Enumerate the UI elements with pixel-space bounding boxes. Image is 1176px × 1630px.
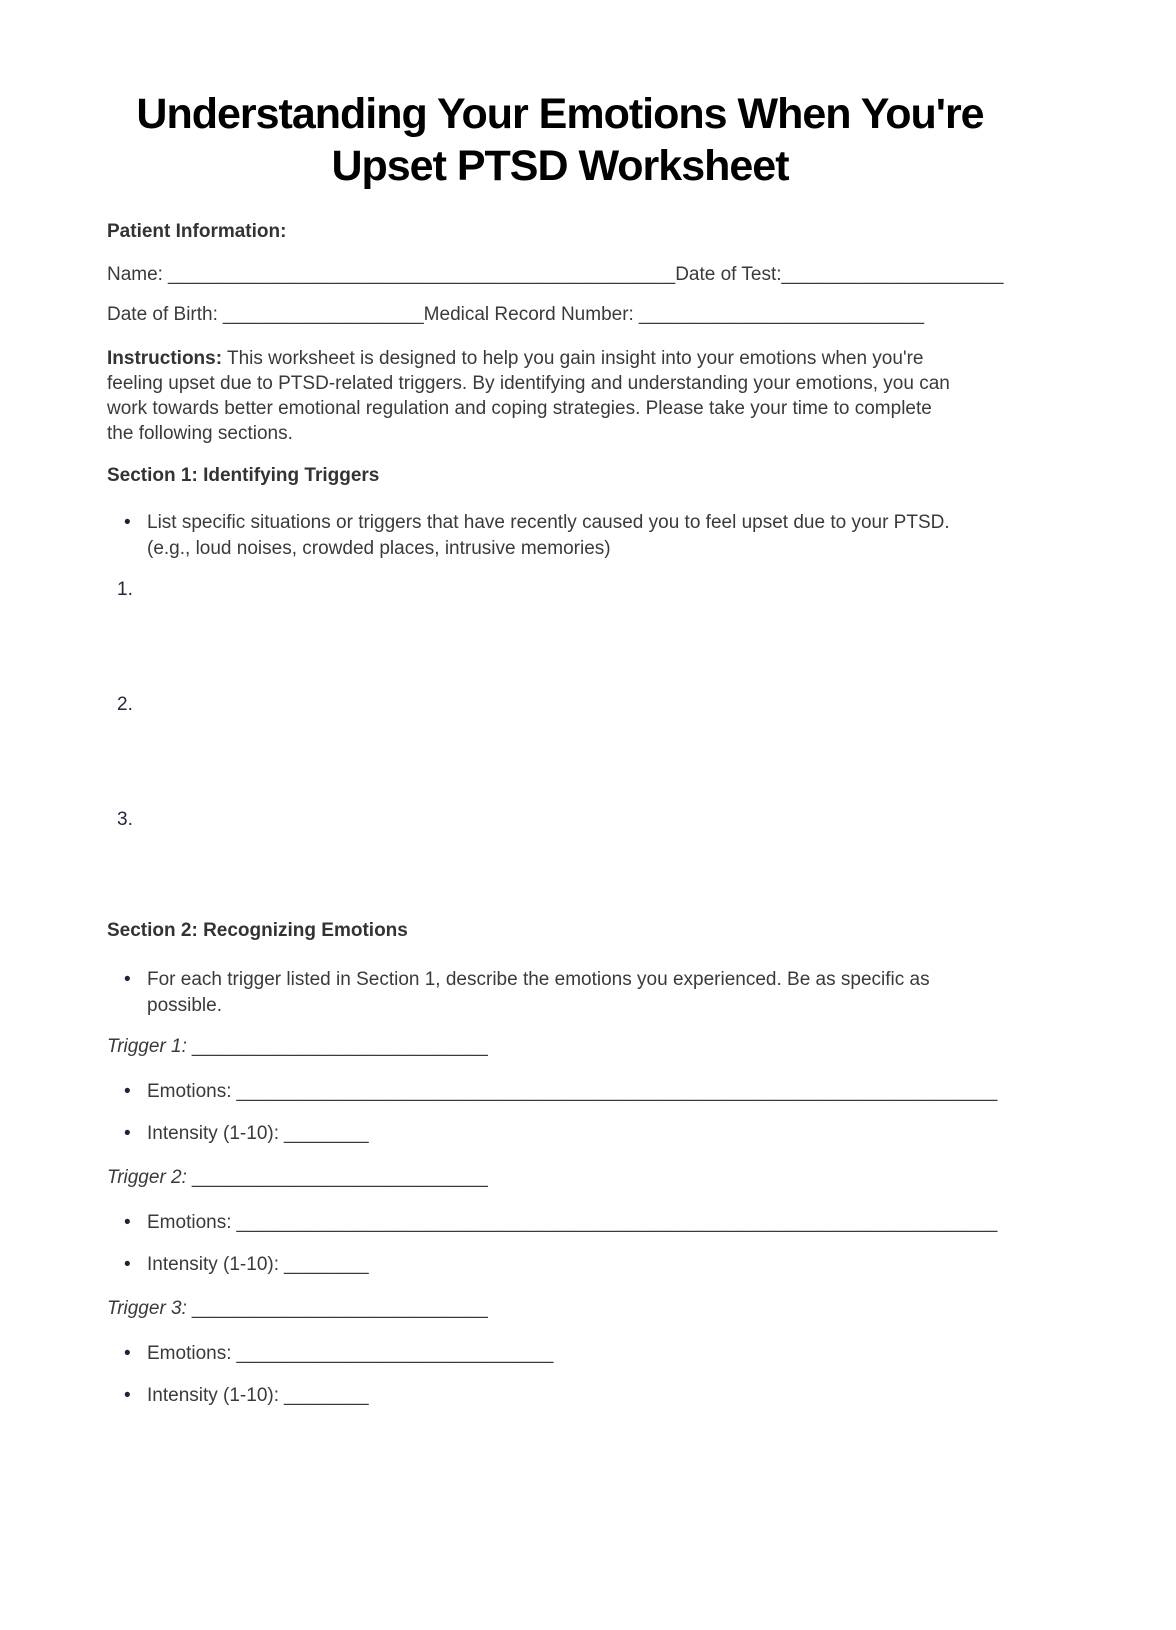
name-row xyxy=(107,265,1013,285)
trigger-1-emotions-row xyxy=(107,1081,998,1102)
patient-info-heading: Patient Information: xyxy=(107,221,287,242)
bullet-icon: • xyxy=(124,1081,131,1102)
bullet-icon: • xyxy=(124,969,131,990)
bullet-icon: • xyxy=(124,1385,131,1406)
trigger-3-blank-line: ____________________________ xyxy=(191,1298,488,1319)
bullet-icon: • xyxy=(124,1254,131,1275)
section2-bullet xyxy=(107,967,967,1019)
intensity-label: Intensity (1-10): xyxy=(147,1385,279,1406)
trigger-3-label-row xyxy=(107,1299,1013,1319)
test-date-blank-line: _____________________ xyxy=(781,264,1004,285)
section2-bullet-text: For each trigger listed in Section 1, describe the emotions you experienced. Be as specific as possible. xyxy=(147,969,930,1016)
trigger-2-label: Trigger 2: xyxy=(107,1167,187,1188)
trigger-2-label-row xyxy=(107,1168,1013,1188)
bullet-icon: • xyxy=(124,1123,131,1144)
trigger-answer-slot-1: 1. xyxy=(117,579,133,600)
section1-bullet-text: List specific situations or triggers that have recently caused you to feel upset due to your PTSD. (e.g., loud noises, crowded places, intrusive memories) xyxy=(147,512,950,559)
mrn-blank-line: ___________________________ xyxy=(638,304,925,325)
intensity-label: Intensity (1-10): xyxy=(147,1123,279,1144)
trigger-2-emotions-row xyxy=(107,1212,998,1233)
name-label: Name: xyxy=(107,264,163,285)
page-title: Understanding Your Emotions When You're Upset PTSD Worksheet xyxy=(136,90,984,190)
trigger-1-emotions-line: ________________________________________________________________________ xyxy=(236,1081,998,1102)
dob-blank-line: ___________________ xyxy=(222,304,424,325)
trigger-answer-slot-3: 3. xyxy=(117,809,133,830)
trigger-2-blank-line: ____________________________ xyxy=(191,1167,488,1188)
trigger-3-emotions-row xyxy=(107,1344,967,1364)
trigger-2-intensity-row xyxy=(107,1255,967,1275)
section1-heading: Section 1: Identifying Triggers xyxy=(107,465,380,486)
trigger-3-emotions-line: ______________________________ xyxy=(236,1343,554,1364)
bullet-icon: • xyxy=(124,1212,131,1233)
trigger-3-label: Trigger 3: xyxy=(107,1298,187,1319)
trigger-2-intensity-line: ________ xyxy=(284,1254,369,1275)
trigger-1-blank-line: ____________________________ xyxy=(191,1036,488,1057)
dob-row xyxy=(107,305,1013,325)
intensity-label: Intensity (1-10): xyxy=(147,1254,279,1275)
trigger-1-intensity-line: ________ xyxy=(284,1123,369,1144)
trigger-1-label-row xyxy=(107,1037,1013,1057)
dob-label: Date of Birth: xyxy=(107,304,218,325)
instructions-label: Instructions: xyxy=(107,348,223,369)
mrn-label: Medical Record Number: xyxy=(423,304,634,325)
section2-heading: Section 2: Recognizing Emotions xyxy=(107,920,408,941)
trigger-3-intensity-line: ________ xyxy=(284,1385,369,1406)
emotions-label: Emotions: xyxy=(147,1081,232,1102)
trigger-1-intensity-row xyxy=(107,1124,967,1144)
section1-bullet xyxy=(107,510,967,562)
trigger-2-emotions-line: ________________________________________________________________________ xyxy=(236,1212,998,1233)
bullet-icon: • xyxy=(124,512,131,533)
instructions-text: This worksheet is designed to help you gain insight into your emotions when you're feeling upset due to PTSD-related triggers. By identifying and understanding your emotions, you can work towards better emotional regulation and coping strategies. Please take your time to complete the following sections. xyxy=(107,348,950,444)
trigger-3-intensity-row xyxy=(107,1386,967,1406)
test-date-label: Date of Test: xyxy=(675,264,782,285)
emotions-label: Emotions: xyxy=(147,1343,232,1364)
bullet-icon: • xyxy=(124,1343,131,1364)
emotions-label: Emotions: xyxy=(147,1212,232,1233)
trigger-1-label: Trigger 1: xyxy=(107,1036,187,1057)
instructions-paragraph xyxy=(107,346,952,446)
name-blank-line: ________________________________________________ xyxy=(167,264,676,285)
trigger-answer-slot-2: 2. xyxy=(117,694,133,715)
